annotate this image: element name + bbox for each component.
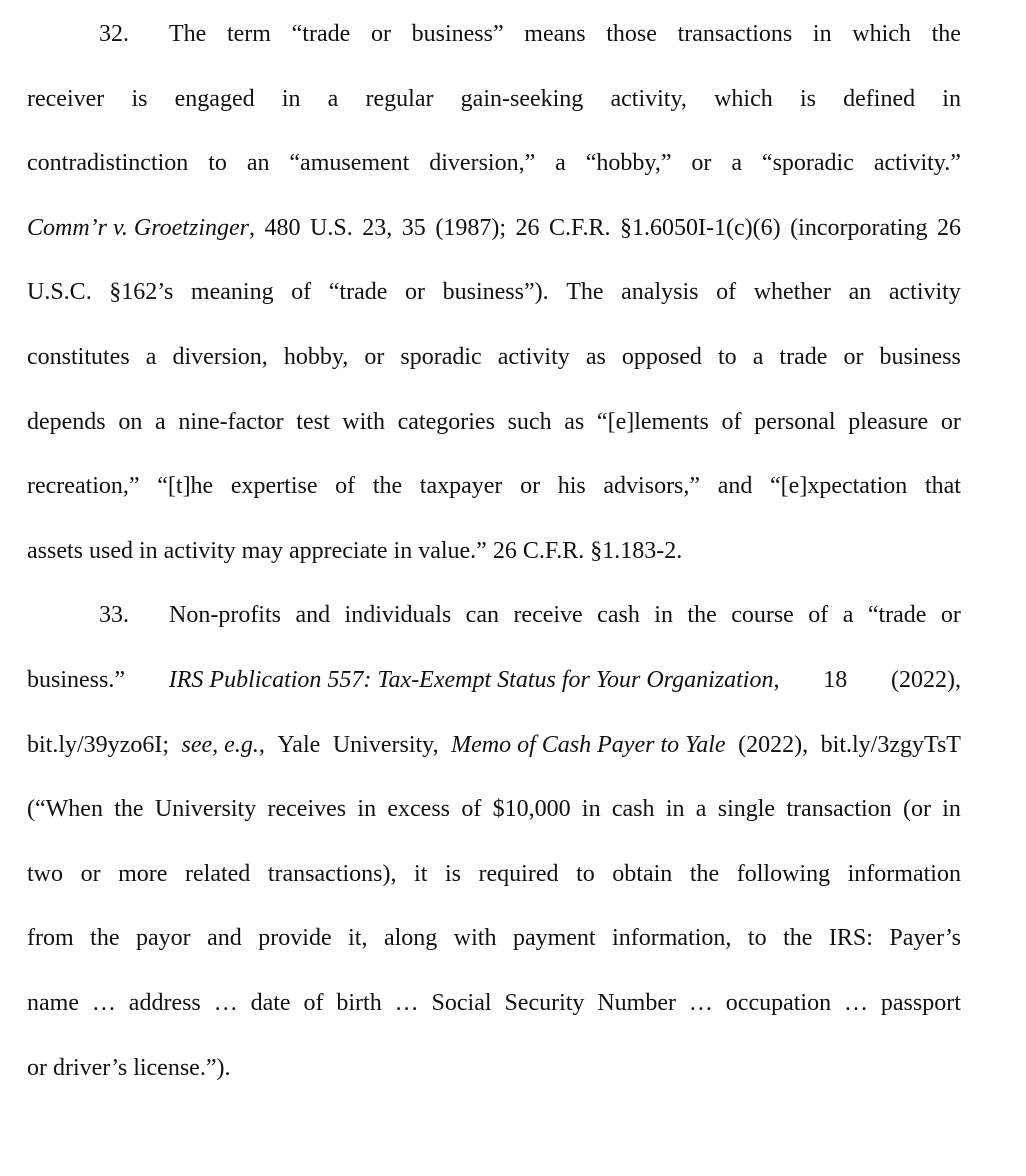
paragraph-32 <box>27 12 961 593</box>
text-line: business.” IRS Publication 557: Tax-Exempt Status for Your Organization, 18 (2022), <box>27 666 961 693</box>
text-line: bit.ly/39yzo6I; see, e.g., Yale University, Memo of Cash Payer to Yale (2022), bit.ly/3zgyTsT <box>27 731 961 758</box>
text-line: depends on a nine-factor test with categories such as “[e]lements of personal pleasure or <box>27 408 961 435</box>
text-line: U.S.C. §162’s meaning of “trade or business”). The analysis of whether an activity <box>27 279 961 306</box>
text-line: assets used in activity may appreciate in value.” 26 C.F.R. §1.183-2. <box>27 537 683 564</box>
text-line: or driver’s license.”). <box>27 1054 231 1081</box>
paragraph-33 <box>27 593 961 1110</box>
text-line: two or more related transactions), it is required to obtain the following information <box>27 860 961 887</box>
text-line: constitutes a diversion, hobby, or sporadic activity as opposed to a trade or business <box>27 343 961 370</box>
paragraph-number: 32. <box>99 21 129 47</box>
text-line: Comm’r v. Groetzinger, 480 U.S. 23, 35 (1987); 26 C.F.R. §1.6050I-1(c)(6) (incorporating 26 <box>27 214 961 241</box>
document-page <box>27 12 961 1110</box>
text-line: contradistinction to an “amusement diversion,” a “hobby,” or a “sporadic activity.” <box>27 150 961 177</box>
document-body <box>27 12 961 1110</box>
text-line: from the payor and provide it, along with payment information, to the IRS: Payer’s <box>27 925 961 952</box>
paragraph-number: 33. <box>99 602 129 629</box>
text-line: 32. The term “trade or business” means those transactions in which the <box>27 12 961 77</box>
text-line: recreation,” “[t]he expertise of the taxpayer or his advisors,” and “[e]xpectation that <box>27 473 961 500</box>
text-line: (“When the University receives in excess of $10,000 in cash in a single transaction (or in <box>27 796 961 823</box>
text-line: receiver is engaged in a regular gain-seeking activity, which is defined in <box>27 85 961 112</box>
text-line: name … address … date of birth … Social Security Number … occupation … passport <box>27 989 961 1016</box>
text-line: 33. Non-profits and individuals can receive cash in the course of a “trade or <box>27 593 961 658</box>
